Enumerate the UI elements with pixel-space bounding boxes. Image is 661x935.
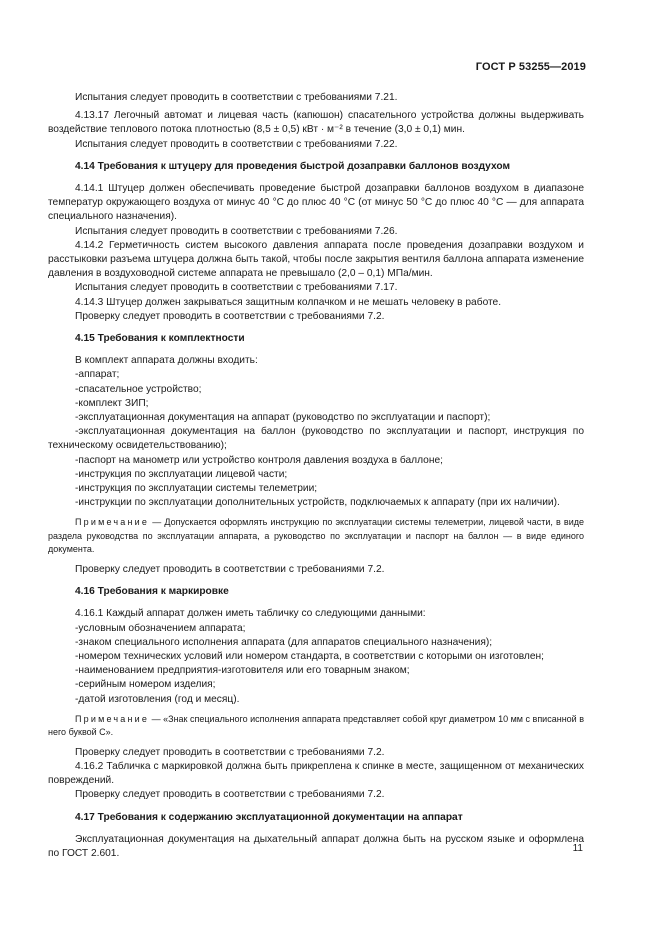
paragraph: 4.16.1 Каждый аппарат должен иметь табличку со следующими данными:: [75, 608, 426, 620]
note-label: Примечание: [75, 517, 150, 528]
paragraph: Испытания следует проводить в соответствии с требованиями 7.21.: [75, 92, 398, 103]
section-heading-4-16: 4.16 Требования к маркировке: [75, 586, 229, 598]
paragraph: Испытания следует проводить в соответствии с требованиями 7.17.: [75, 282, 398, 294]
paragraph: 4.16.2 Табличка с маркировкой должна быть прикреплена к спинке в месте, защищенном от механических повреждений.: [48, 761, 584, 787]
section-heading-4-14: 4.14 Требования к штуцеру для проведения быстрой дозаправки баллонов воздухом: [75, 160, 511, 172]
list-item: -инструкции по эксплуатации дополнительных устройств, подключаемых к аппарату (при их наличии).: [75, 497, 560, 509]
list-item: -датой изготовления (год и месяц).: [75, 693, 240, 705]
note: Примечание — «Знак специального исполнения аппарата представляет собой круг диаметром 10 мм с вписанной в него буквой С».: [48, 713, 584, 738]
list-item: -комплект ЗИП;: [75, 397, 149, 409]
document-body: [48, 91, 584, 861]
standard-header: ГОСТ Р 53255—2019: [475, 61, 586, 73]
paragraph: В комплект аппарата должны входить:: [75, 355, 258, 367]
paragraph: 4.13.17 Легочный автомат и лицевая часть (капюшон) спасательного устройства должны выдерживать воздействие теплового потока плотностью (8,5 ± 0,5) кВт · м⁻² в течение (3,0 ± 0,1) мин.: [48, 110, 584, 136]
paragraph: Проверку следует проводить в соответствии с требованиями 7.2.: [75, 310, 385, 322]
paragraph: Эксплуатационная документация на дыхательный аппарат должна быть на русском языке и оформлена по ГОСТ 2.601.: [48, 833, 584, 860]
list-item: -номером технических условий или номером стандарта, в соответствии с которыми он изготовлен;: [75, 651, 544, 662]
list-item: -серийным номером изделия;: [75, 679, 216, 691]
list-item: -аппарат;: [75, 369, 120, 381]
list-item: -инструкция по эксплуатации системы телеметрии;: [75, 483, 318, 495]
paragraph: Проверку следует проводить в соответствии с требованиями 7.2.: [75, 563, 385, 575]
paragraph: Проверку следует проводить в соответствии с требованиями 7.2.: [75, 789, 385, 801]
page-number: 11: [572, 843, 583, 854]
paragraph: 4.14.2 Герметичность систем высокого давления аппарата после проведения дозаправки воздухом и расстыковки разъема штуцера должна быть такой, чтобы после закрытия вентиля баллона аппарата изменение давления в воздуховодной системе аппарата не превышало (2,0 – 0,1) МПа/мин.: [48, 239, 584, 280]
list-item: -знаком специального исполнения аппарата (для аппаратов специального назначения);: [75, 636, 493, 648]
list-item: -инструкция по эксплуатации лицевой части;: [75, 468, 288, 480]
paragraph: 4.14.1 Штуцер должен обеспечивать проведение быстрой дозаправки баллонов воздухом в диапазоне температур окружающего воздуха от минус 40 °C до плюс 40 °C (от минус 50 °C до плюс 40 °C — для аппарата специального назначения).: [48, 183, 584, 223]
list-item: -спасательное устройство;: [75, 383, 202, 395]
section-heading-4-17: 4.17 Требования к содержанию эксплуатационной документации на аппарат: [75, 811, 463, 823]
list-4-16: [48, 622, 584, 707]
paragraph: 4.14.3 Штуцер должен закрываться защитным колпачком и не мешать человеку в работе.: [75, 296, 502, 308]
paragraph: Испытания следует проводить в соответствии с требованиями 7.22.: [75, 138, 398, 150]
list-item: -паспорт на манометр или устройство контроля давления воздуха в баллоне;: [75, 454, 443, 466]
section-heading-4-15: 4.15 Требования к комплектности: [75, 333, 245, 345]
list-item: -условным обозначением аппарата;: [75, 622, 246, 634]
list-item: -эксплуатационная документация на аппарат (руководство по эксплуатации и паспорт);: [75, 412, 491, 424]
note-label: Примечание: [75, 713, 150, 724]
paragraph: Испытания следует проводить в соответствии с требованиями 7.26.: [75, 225, 398, 237]
note: Примечание — Допускается оформлять инструкцию по эксплуатации системы телеметрии, лицевой части, в виде раздела руководства по эксплуатации аппарата, а руководство по эксплуатации и паспорт на баллон — в виде единого документа.: [48, 517, 584, 555]
list-4-15: [48, 368, 584, 510]
list-item: -эксплуатационная документация на баллон (руководство по эксплуатации и паспорт, инструкция по техническому освидетельствованию);: [48, 426, 584, 452]
list-item: -наименованием предприятия-изготовителя или его товарным знаком;: [75, 665, 410, 677]
paragraph: Проверку следует проводить в соответствии с требованиями 7.2.: [75, 746, 385, 758]
